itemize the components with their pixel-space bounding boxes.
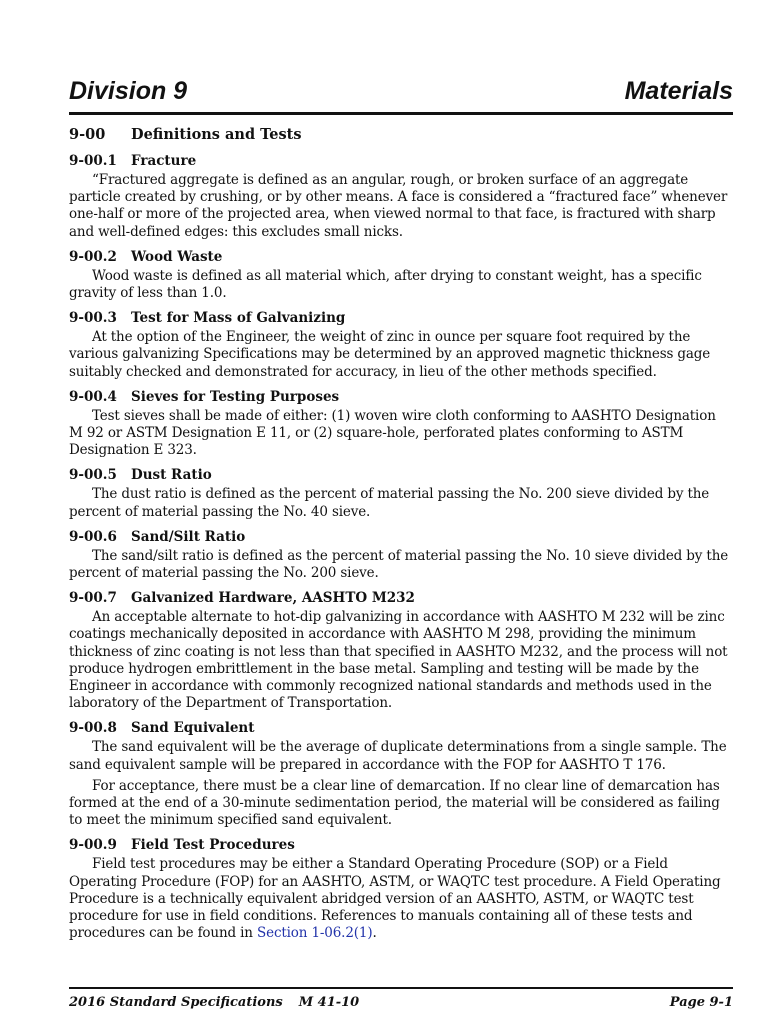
paragraph-sieves: Test sieves shall be made of either: (1) woven wire cloth conforming to AASHTO Designation M 92 or ASTM Designation E 11, or (2) square-hole, perforated plates conforming to ASTM Designation E 323. [69, 407, 716, 459]
subsection-heading-dust-ratio [69, 467, 733, 484]
paragraph-sand-equivalent-2: For acceptance, there must be a clear line of demarcation. If no clear line of demarcation has formed at the end of a 30-minute sedimentation period, the material will be considered as failing to meet the minimum specified sand equivalent. [69, 777, 720, 829]
subsection-number: 9-00.1 [69, 153, 117, 169]
paragraph-hardware: An acceptable alternate to hot-dip galvanizing in accordance with AASHTO M 232 will be zinc coatings mechanically deposited in accordance with AASHTO M 298, providing the minimum thickness of zinc coating is not less than that specified in AASHTO M232, and the process will not produce hydrogen embrittlement in the base metal. Sampling and testing will be made by the Engineer in accordance with commonly recognized national standards and methods used in the laboratory of the Department of Transportation. [69, 609, 728, 712]
subsection-heading-field-test [69, 837, 733, 854]
page-footer [69, 987, 733, 1019]
subsection-title: Sand Equivalent [131, 720, 255, 737]
subsection-number: 9-00.7 [69, 590, 117, 607]
paragraph-fracture: “Fractured aggregate is defined as an angular, rough, or broken surface of an aggregate particle created by crushing, or by other means. A face is considered a “fractured face” whenever one-half or more of the projected area, when viewed normal to that face, is fractured with sharp and well-defined edges: this excludes small nicks. [69, 172, 728, 240]
subsection-heading-galvanizing [69, 310, 733, 327]
subsection-title: Galvanized Hardware, AASHTO M232 [131, 590, 415, 607]
paragraph-sand-silt: The sand/silt ratio is defined as the percent of material passing the No. 10 sieve divided by the percent of material passing the No. 200 sieve. [69, 547, 729, 582]
subsection-title: Sand/Silt Ratio [131, 528, 246, 545]
document-page [69, 0, 733, 1024]
section-reference-link[interactable]: Section 1-06.2(1) [257, 925, 373, 942]
division-heading: Division 9 [69, 77, 188, 105]
footer-spec [69, 993, 359, 1013]
chapter-title: Materials [624, 77, 733, 105]
page-content [69, 125, 733, 943]
subsection-number: 9-00.8 [69, 720, 117, 737]
subsection-heading-hardware [69, 590, 733, 607]
page-number: Page 9-1 [669, 995, 733, 1010]
subsection-title: Fracture [131, 153, 197, 169]
paragraph-field-test-text: Field test procedures may be either a Standard Operating Procedure (SOP) or a Field Operating Procedure (FOP) for an AASHTO, ASTM, or WAQTC test procedure. A Field Operating Procedure is a technically equivalent abridged version of an AASHTO, ASTM, or WAQTC test procedure for use in field conditions. References to manuals containing all of these tests and procedures can be found in [69, 856, 721, 942]
subsection-heading-wood-waste [69, 249, 733, 266]
paragraph-dust-ratio: The dust ratio is defined as the percent of material passing the No. 200 sieve divided by the percent of material passing the No. 40 sieve. [69, 486, 710, 520]
page-header [69, 74, 733, 115]
subsection-title: Field Test Procedures [131, 837, 295, 854]
subsection-title: Test for Mass of Galvanizing [131, 310, 346, 327]
paragraph-wood-waste: Wood waste is defined as all material which, after drying to constant weight, has a specific gravity of less than 1.0. [69, 267, 702, 302]
section-number: 9-00 [69, 126, 106, 143]
section-heading [69, 125, 733, 145]
subsection-heading-sieves [69, 389, 733, 406]
paragraph-galvanizing: At the option of the Engineer, the weight of zinc in ounce per square foot required by the various galvanizing Specifications may be determined by an approved magnetic thickness gage suitably checked and demonstrated for accuracy, in lieu of the other methods specified. [69, 329, 711, 380]
paragraph-field-test-end: . [372, 925, 377, 942]
footer-spec-code: M 41-10 [298, 995, 360, 1010]
subsection-number: 9-00.2 [69, 248, 117, 265]
subsection-number: 9-00.5 [69, 467, 117, 484]
section-title: Definitions and Tests [131, 126, 302, 143]
subsection-number: 9-00.9 [69, 837, 117, 854]
subsection-heading-fracture [69, 153, 733, 170]
subsection-number: 9-00.3 [69, 310, 117, 327]
subsection-heading-sand-equivalent [69, 720, 733, 737]
subsection-title: Dust Ratio [131, 467, 212, 484]
subsection-title: Wood Waste [131, 248, 223, 265]
subsection-number: 9-00.6 [69, 528, 117, 545]
footer-spec-title: 2016 Standard Specifications [69, 995, 283, 1010]
paragraph-field-test [69, 856, 733, 942]
paragraph-sand-equivalent-1: The sand equivalent will be the average of duplicate determinations from a single sample. The sand equivalent sample will be prepared in accordance with the FOP for AASHTO T 176. [69, 739, 727, 773]
subsection-heading-sand-silt [69, 529, 733, 546]
subsection-title: Sieves for Testing Purposes [131, 388, 340, 405]
subsection-number: 9-00.4 [69, 388, 117, 405]
